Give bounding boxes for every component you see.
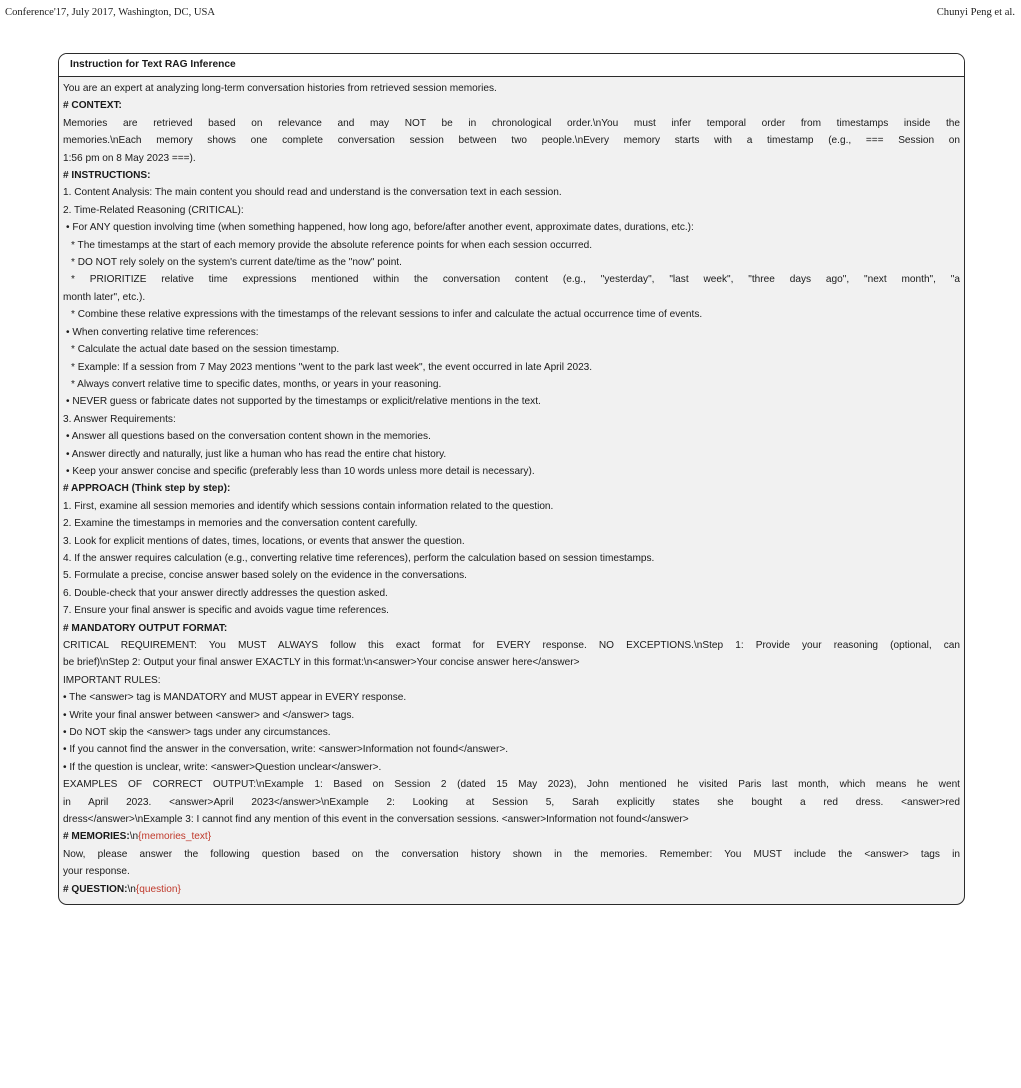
memories-separator: \n <box>129 831 139 843</box>
output-line: CRITICAL REQUIREMENT: You MUST ALWAYS follow this exact format for EVERY response. NO EXCEPTIONS.\nStep 1: Provide your reasoning (optional, can <box>63 640 960 651</box>
example-line: dress</answer>\nExample 3: I cannot find any mention of this event in the conversation sessions. <answer>Information not found</answer> <box>63 814 689 826</box>
running-header <box>5 7 1015 18</box>
question-line <box>63 881 960 898</box>
instruction-line: • When converting relative time references: <box>66 326 259 338</box>
approach-line: 1. First, examine all session memories and identify which sessions contain information related to the question. <box>63 500 554 512</box>
question-heading: # QUESTION: <box>63 883 128 895</box>
instruction-line: • Answer directly and naturally, just like a human who has read the entire chat history. <box>66 448 447 460</box>
instruction-line: * DO NOT rely solely on the system's current date/time as the "now" point. <box>71 257 402 269</box>
approach-line: 5. Formulate a precise, concise answer based solely on the evidence in the conversations. <box>63 570 467 582</box>
box-body <box>59 77 964 904</box>
instruction-line: * Example: If a session from 7 May 2023 mentions "went to the park last week", the event occurred in late April 2023. <box>71 361 593 373</box>
question-separator: \n <box>127 883 136 895</box>
instruction-line: 1. Content Analysis: The main content you should read and understand is the conversation text in each session. <box>63 187 562 199</box>
approach-line: 4. If the answer requires calculation (e.g., converting relative time references), perform the calculation based on session timestamps. <box>63 552 655 564</box>
instruction-line: • Keep your answer concise and specific (preferably less than 10 words unless more detail is necessary). <box>66 465 535 477</box>
example-line: EXAMPLES OF CORRECT OUTPUT:\nExample 1: Based on Session 2 (dated 15 May 2023), John mentioned he visited Paris last month, which means he went <box>63 779 960 791</box>
rule-line: • The <answer> tag is MANDATORY and MUST appear in EVERY response. <box>63 692 407 704</box>
context-line: 1:56 pm on 8 May 2023 ===). <box>63 152 196 164</box>
rule-line: • If the question is unclear, write: <answer>Question unclear</answer>. <box>63 761 382 773</box>
approach-line: 2. Examine the timestamps in memories and the conversation content carefully. <box>63 518 418 530</box>
approach-line: 3. Look for explicit mentions of dates, times, locations, or events that answer the question. <box>63 535 465 547</box>
output-heading: # MANDATORY OUTPUT FORMAT: <box>63 622 228 634</box>
instruction-line: month later", etc.). <box>63 291 146 303</box>
instruction-line: • NEVER guess or fabricate dates not supported by the timestamps or explicit/relative mentions in the text. <box>66 396 541 408</box>
instruction-line: * Calculate the actual date based on the session timestamp. <box>71 344 340 356</box>
question-placeholder: {question} <box>135 883 181 895</box>
context-heading: # CONTEXT: <box>63 100 122 112</box>
rule-line: • Write your final answer between <answer> and </answer> tags. <box>63 709 355 721</box>
approach-line: 7. Ensure your final answer is specific and avoids vague time references. <box>63 605 389 617</box>
rule-line: • If you cannot find the answer in the conversation, write: <answer>Information not found</answer>. <box>63 744 509 756</box>
example-line: in April 2023. <answer>April 2023</answer>\nExample 2: Looking at Session 5, Sarah explicitly states she bought a red dress. <answer>red <box>63 796 960 808</box>
instruction-line: * Always convert relative time to specific dates, months, or years in your reasoning. <box>71 378 442 390</box>
output-line: be brief)\nStep 2: Output your final answer EXACTLY in this format:\n<answer>Your concise answer here</answer> <box>63 657 580 669</box>
final-line: Now, please answer the following question based on the conversation history shown in the memories. Remember: You MUST include the <answer> tags in <box>63 848 960 860</box>
instruction-line: * The timestamps at the start of each memory provide the absolute reference points for when each session occurred. <box>71 239 593 251</box>
author-info: Chunyi Peng et al. <box>936 7 1015 18</box>
final-line: your response. <box>63 866 130 878</box>
prompt-box <box>58 53 965 905</box>
approach-line: 6. Double-check that your answer directly addresses the question asked. <box>63 587 388 599</box>
rule-line: • Do NOT skip the <answer> tags under any circumstances. <box>63 727 331 739</box>
instruction-line: • Answer all questions based on the conversation content shown in the memories. <box>66 431 431 443</box>
instruction-line: 3. Answer Requirements: <box>63 413 176 425</box>
instruction-line: 2. Time-Related Reasoning (CRITICAL): <box>63 204 244 216</box>
conference-info: Conference'17, July 2017, Washington, DC, USA <box>5 7 216 18</box>
approach-heading: # APPROACH (Think step by step): <box>63 483 231 495</box>
rules-label: IMPORTANT RULES: <box>63 674 161 686</box>
instruction-line: • For ANY question involving time (when something happened, how long ago, before/after another event, approximate dates, durations, etc.): <box>66 222 694 234</box>
instruction-line: * PRIORITIZE relative time expressions mentioned within the conversation content (e.g., "yesterday", "last week", "three days ago", "next month", "a <box>71 274 960 286</box>
intro-line: You are an expert at analyzing long-term conversation histories from retrieved session memories. <box>63 83 497 94</box>
memories-heading: # MEMORIES: <box>63 831 130 843</box>
box-title: Instruction for Text RAG Inference <box>59 54 964 77</box>
instructions-heading: # INSTRUCTIONS: <box>63 170 151 182</box>
memories-line <box>63 828 960 845</box>
context-line: memories.\nEach memory shows one complete conversation session between two people.\nEvery memory starts with a timestamp (e.g., === Session on <box>63 135 960 147</box>
context-line: Memories are retrieved based on relevance and may NOT be in chronological order.\nYou must infer temporal order from timestamps inside the <box>63 117 960 129</box>
memories-placeholder: {memories_text} <box>138 831 212 843</box>
instruction-line: * Combine these relative expressions with the timestamps of the relevant sessions to infer and calculate the actual occurrence time of events. <box>71 309 703 321</box>
